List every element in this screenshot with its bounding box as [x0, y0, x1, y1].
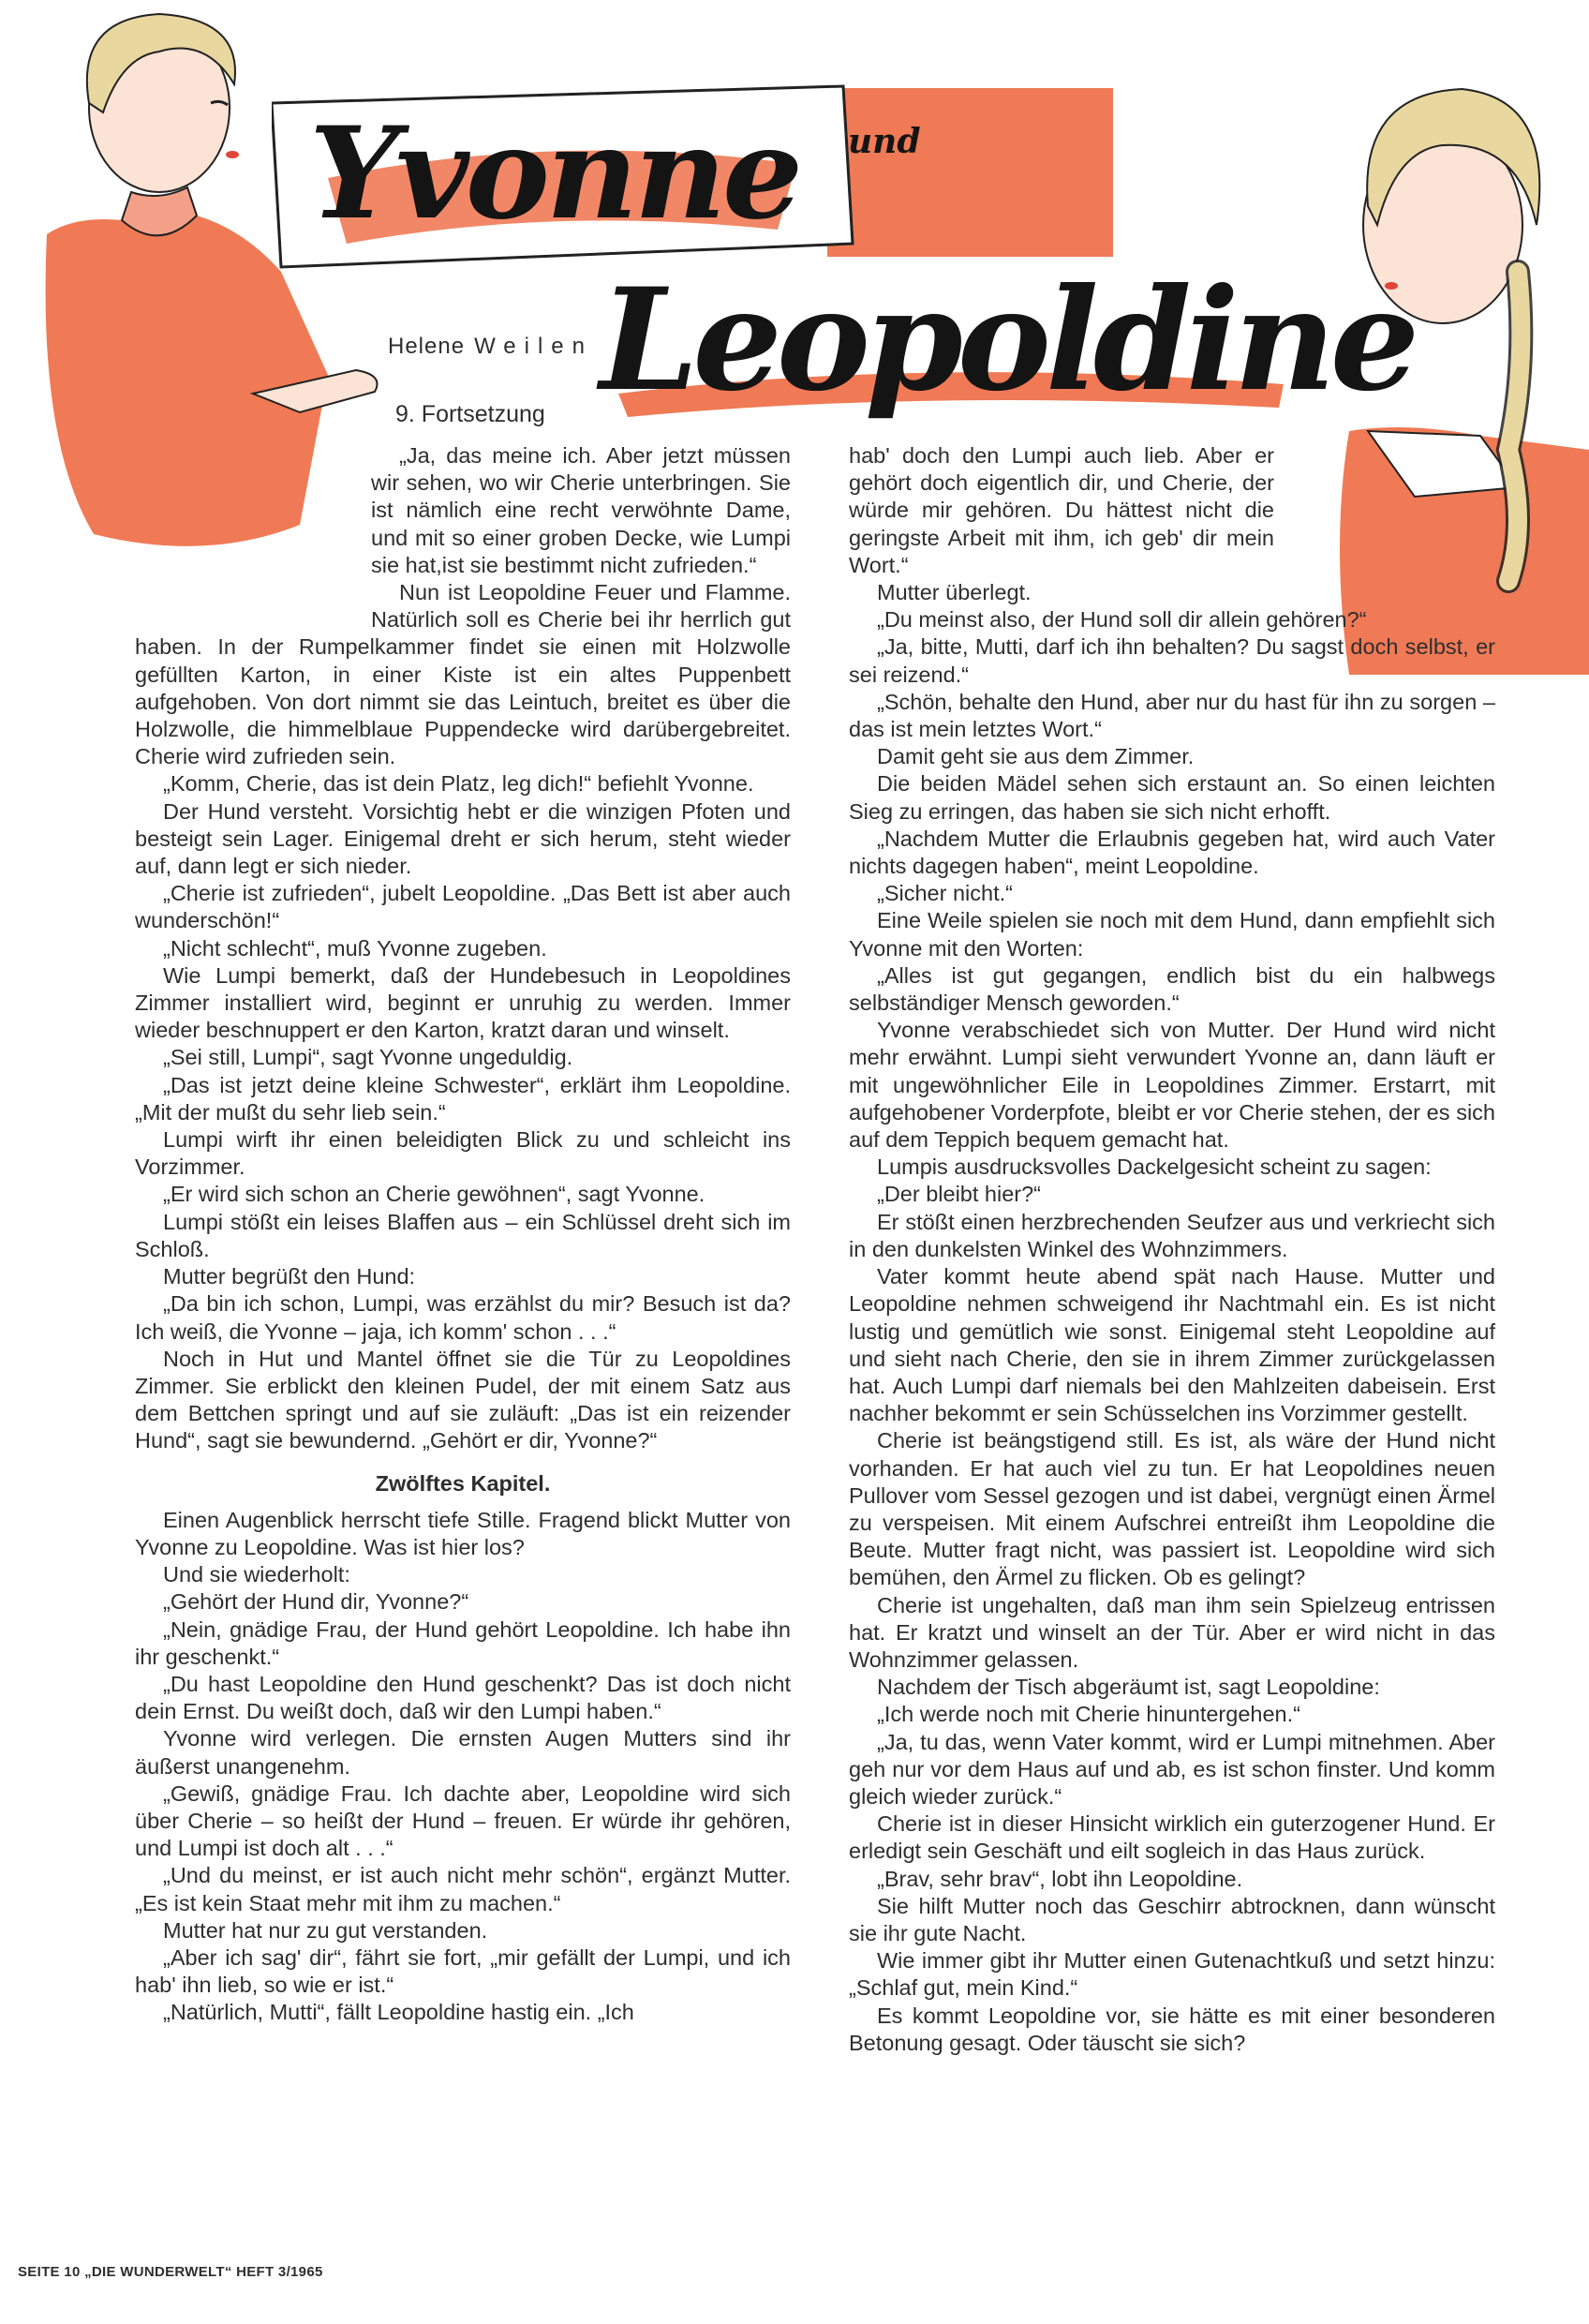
author-last-name: Weilen — [474, 334, 593, 359]
paragraph: „Du meinst also, der Hund soll dir allein gehören?“ — [877, 607, 1367, 633]
paragraph: Eine Weile spielen sie noch mit dem Hund, dann empfiehlt sich Yvonne mit den Worten: — [849, 908, 1495, 961]
paragraph: hab' doch den Lumpi auch lieb. Aber er gehört doch eigentlich dir, und Cherie, der würde mir gehören. Du hättest nicht die geringste Arbeit mit ihm, ich geb' dir mein Wort.“ — [849, 443, 1274, 577]
paragraph: „Aber ich sag' dir“, fährt sie fort, „mir gefällt der Lumpi, und ich hab' ihn lieb, so wie er ist.“ — [135, 1944, 791, 1998]
paragraph: „Der bleibt hier?“ — [877, 1182, 1042, 1207]
right-text-column — [849, 442, 1495, 2057]
paragraph: „Nachdem Mutter die Erlaubnis gegeben hat, wird auch Vater nichts dagegen haben“, meint Leopoldine. — [849, 826, 1495, 879]
paragraph: Lumpis ausdrucksvolles Dackelgesicht scheint zu sagen: — [877, 1155, 1432, 1180]
author-first-name: Helene — [388, 334, 466, 359]
paragraph: „Alles ist gut gegangen, endlich bist du ein halbwegs selbständiger Mensch geworden.“ — [849, 962, 1495, 1016]
paragraph: Einen Augenblick herrscht tiefe Stille. Fragend blickt Mutter von Yvonne zu Leopoldine. Was ist hier los? — [135, 1507, 791, 1559]
paragraph: „Brav, sehr brav“, lobt ihn Leopoldine. — [877, 1866, 1243, 1891]
paragraph: Cherie ist in dieser Hinsicht wirklich ein guterzogener Hund. Er erledigt sein Geschäft und eilt sogleich in das Haus zurück. — [849, 1811, 1495, 1864]
title-yvonne: Yvonne — [309, 98, 800, 247]
paragraph: Die beiden Mädel sehen sich erstaunt an. So einen leichten Sieg zu erringen, das haben sie sich nicht erhofft. — [849, 771, 1495, 824]
author-byline — [388, 334, 593, 360]
paragraph: „Cherie ist zufrieden“, jubelt Leopoldine. „Das Bett ist aber auch wunderschön!“ — [135, 881, 791, 933]
page-footer: SEITE 10 „DIE WUNDERWELT“ HEFT 3/1965 — [18, 2264, 323, 2280]
paragraph: „Natürlich, Mutti“, fällt Leopoldine hastig ein. „Ich — [163, 2000, 634, 2025]
paragraph: „Nicht schlecht“, muß Yvonne zugeben. — [163, 935, 547, 961]
paragraph: Sie hilft Mutter noch das Geschirr abtrocknen, dann wünscht sie ihr gute Nacht. — [849, 1893, 1495, 1945]
left-text-column — [135, 442, 791, 2027]
paragraph: Vater kommt heute abend spät nach Hause. Mutter und Leopoldine nehmen schweigend ihr Nachtmahl ein. Es ist nicht lustig und gemütlich wie sonst. Einigemal steht Leopoldine auf und sieht nach Cherie, den sie in ihrem Zimmer zurückgelassen hat. Auch Lumpi darf niemals bei den Mahlzeiten dabeisein. Erst nachher bekommt er sein Schüsselchen ins Vorzimmer gestellt. — [849, 1264, 1495, 1426]
paragraph: „Gewiß, gnädige Frau. Ich dachte aber, Leopoldine wird sich über Cherie – so heißt der Hund – freuen. Er würde ihr gehören, und Lumpi ist doch alt . . .“ — [135, 1780, 791, 1861]
paragraph: Der Hund versteht. Vorsichtig hebt er die winzigen Pfoten und besteigt sein Lager. Einigemal dreht er sich herum, steht wieder auf, dann legt er sich nieder. — [135, 798, 791, 879]
paragraph: Lumpi stößt ein leises Blaffen aus – ein Schlüssel dreht sich im Schloß. — [135, 1209, 791, 1261]
paragraph: „Sicher nicht.“ — [877, 881, 1013, 906]
paragraph: Lumpi wirft ihr einen beleidigten Blick zu und schleicht ins Vorzimmer. — [135, 1127, 791, 1180]
paragraph: Cherie ist beängstigend still. Es ist, als wäre der Hund nicht vorhanden. Er hat auch viel zu tun. Er hat Leopoldines neuen Pullover vom Sessel gezogen und ist dabei, vergnügt einen Ärmel zu verspeisen. Mit einem Aufschrei entreißt ihm Leopoldine die Beute. Mutter fragt nicht, was passiert ist. Leopoldine wird sich bemühen, den Ärmel zu flicken. Ob es gelingt? — [849, 1428, 1495, 1590]
paragraph: „Ja, tu das, wenn Vater kommt, wird er Lumpi mitnehmen. Aber geh nur vor dem Haus auf und ab, es ist schon finster. Und komm gleich wieder zurück.“ — [849, 1729, 1495, 1809]
paragraph: „Sei still, Lumpi“, sagt Yvonne ungeduldig. — [163, 1045, 573, 1070]
paragraph: Er stößt einen herzbrechenden Seufzer aus und verkriecht sich in den dunkelsten Winkel des Wohnzimmers. — [849, 1209, 1495, 1261]
installment-label: 9. Fortsetzung — [395, 401, 545, 427]
paragraph: „Ja, bitte, Mutti, darf ich ihn behalten? Du sagst doch selbst, er sei reizend.“ — [849, 634, 1495, 687]
paragraph: Cherie ist ungehalten, daß man ihm sein Spielzeug entrissen hat. Er kratzt und winselt an der Tür. Aber er wird nicht in das Wohnzimmer gelassen. — [849, 1592, 1495, 1672]
title-connector: und — [848, 122, 921, 161]
paragraph: Wie Lumpi bemerkt, daß der Hundebesuch in Leopoldines Zimmer installiert wird, beginnt er unruhig zu werden. Immer wieder beschnuppert er den Karton, kratzt daran und winselt. — [135, 962, 791, 1043]
paragraph: „Ich werde noch mit Cherie hinuntergehen.“ — [877, 1702, 1300, 1727]
paragraph: Noch in Hut und Mantel öffnet sie die Tür zu Leopoldines Zimmer. Sie erblickt den kleinen Pudel, der mit einem Satz aus dem Bettchen springt und auf sie zuläuft: „Das ist ein reizender Hund“, sagt sie bewundernd. „Gehört er dir, Yvonne?“ — [135, 1346, 791, 1453]
paragraph: Mutter hat nur zu gut verstanden. — [163, 1917, 488, 1943]
paragraph: „Du hast Leopoldine den Hund geschenkt? Das ist doch nicht dein Ernst. Du weißt doch, daß wir den Lumpi haben.“ — [135, 1671, 791, 1724]
paragraph: „Ja, das meine ich. Aber jetzt müssen wir sehen, wo wir Cherie unterbringen. Sie ist nämlich eine recht verwöhnte Dame, und mit so einer groben Decke, wie Lumpi sie hat,ist sie bestimmt nicht zufrieden.“ — [371, 443, 791, 577]
paragraph: Yvonne verabschiedet sich von Mutter. Der Hund wird nicht mehr erwähnt. Lumpi sieht verwundert Yvonne an, dann läuft er mit ungewöhnlicher Eile in Leopoldines Zimmer. Erstarrt, mit aufgehobener Vorderpfote, bleibt er vor Cherie stehen, der es sich auf dem Teppich bequem gemacht hat. — [849, 1018, 1495, 1153]
paragraph: Es kommt Leopoldine vor, sie hätte es mit einer besonderen Betonung gesagt. Oder täuscht sie sich? — [849, 2003, 1495, 2055]
paragraph: Mutter überlegt. — [877, 580, 1032, 605]
paragraph: Damit geht sie aus dem Zimmer. — [877, 744, 1195, 769]
paragraph: Nun ist Leopoldine Feuer und Flamme. Natürlich soll es Cherie bei ihr herrlich gut haben. In der Rumpelkammer findet sie einen mit Holzwolle gefüllten Karton, in einer Kiste ist ein altes Puppenbett aufgehoben. Von dort nimmt sie das Leintuch, breitet es über die Holzwolle, die himmelblaue Puppendecke wird darübergebreitet. Cherie wird zufrieden sein. — [135, 580, 791, 769]
paragraph: „Nein, gnädige Frau, der Hund gehört Leopoldine. Ich habe ihn ihr geschenkt.“ — [135, 1616, 791, 1669]
paragraph: „Schön, behalte den Hund, aber nur du hast für ihn zu sorgen – das ist mein letztes Wort.“ — [849, 689, 1495, 742]
paragraph: Mutter begrüßt den Hund: — [163, 1264, 416, 1289]
paragraph: „Da bin ich schon, Lumpi, was erzählst du mir? Besuch ist da? Ich weiß, die Yvonne – jaja, ich komm' schon . . .“ — [135, 1291, 791, 1344]
chapter-heading: Zwölftes Kapitel. — [375, 1470, 551, 1496]
paragraph: „Komm, Cherie, das ist dein Platz, leg dich!“ befiehlt Yvonne. — [163, 771, 754, 797]
paragraph: „Er wird sich schon an Cherie gewöhnen“, sagt Yvonne. — [163, 1182, 705, 1207]
paragraph: Wie immer gibt ihr Mutter einen Gutenachtkuß und setzt hinzu: „Schlaf gut, mein Kind.“ — [849, 1948, 1495, 2001]
paragraph: „Gehört der Hund dir, Yvonne?“ — [163, 1589, 469, 1615]
paragraph: Yvonne wird verlegen. Die ernsten Augen Mutters sind ihr äußerst unangenehm. — [135, 1726, 791, 1779]
paragraph: Und sie wiederholt: — [163, 1562, 350, 1587]
paragraph: „Und du meinst, er ist auch nicht mehr schön“, ergänzt Mutter. „Es ist kein Staat mehr mit ihm zu machen.“ — [135, 1863, 791, 1915]
paragraph: „Das ist jetzt deine kleine Schwester“, erklärt ihm Leopoldine. „Mit der mußt du sehr lieb sein.“ — [135, 1072, 791, 1125]
paragraph: Nachdem der Tisch abgeräumt ist, sagt Leopoldine: — [877, 1675, 1380, 1700]
title-leopoldine: Leopoldine — [600, 258, 1415, 423]
